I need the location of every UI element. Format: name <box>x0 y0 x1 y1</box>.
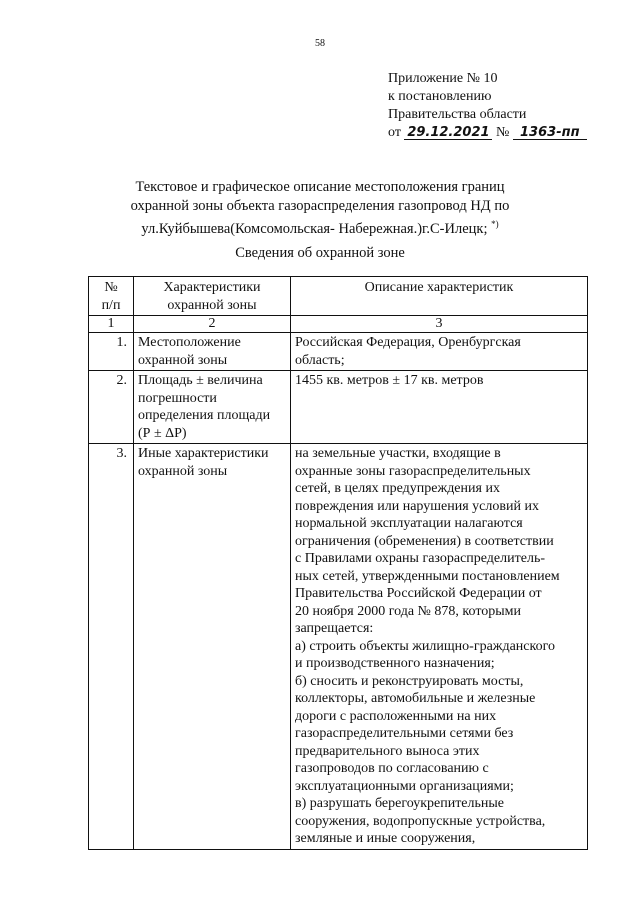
appendix-line-1: Приложение № 10 <box>388 71 498 86</box>
appendix-line-3: Правительства области <box>388 107 527 122</box>
column-number-row <box>89 316 588 333</box>
row-number: 3. <box>89 444 134 850</box>
header-characteristics <box>134 277 291 316</box>
desc-line: дороги с расположенными на них <box>295 708 497 724</box>
char-line: охранной зоны <box>138 463 228 479</box>
table-row <box>89 333 588 371</box>
desc-line: б) сносить и реконструировать мосты, <box>295 673 524 689</box>
header-num <box>89 277 134 316</box>
row-characteristic <box>134 444 291 850</box>
desc-line: на земельные участки, входящие в <box>295 446 501 461</box>
table-row <box>89 444 588 850</box>
desc-line: область; <box>295 352 345 368</box>
desc-line: ограничения (обременения) в соответствии <box>295 533 554 549</box>
char-line: погрешности <box>138 390 217 406</box>
document-title <box>100 178 540 238</box>
header-description: Описание характеристик <box>291 277 588 316</box>
row-number: 2. <box>89 371 134 444</box>
row-description <box>291 333 588 371</box>
char-line: определения площади <box>138 408 271 423</box>
desc-line: с Правилами охраны газораспределитель- <box>295 551 545 566</box>
desc-line: а) строить объекты жилищно-гражданского <box>295 638 555 654</box>
desc-line: в) разрушать берегоукрепительные <box>295 796 505 811</box>
from-label: от <box>388 125 401 140</box>
header-num-line-1: № <box>104 280 118 295</box>
column-number-3: 3 <box>291 316 588 333</box>
char-line: (Р ± ΔР) <box>138 425 187 441</box>
desc-line: 1455 кв. метров ± 17 кв. метров <box>295 373 484 388</box>
section-title: Сведения об охранной зоне <box>235 245 405 261</box>
char-line: Местоположение <box>138 335 241 350</box>
column-number-2: 2 <box>134 316 291 333</box>
header-char-line-1: Характеристики <box>163 280 261 295</box>
title-line-3-text: ул.Куйбышева(Комсомольская- Набережная.)г.С-Илецк; <box>141 220 488 237</box>
desc-line: охранные зоны газораспределительных <box>295 463 531 479</box>
desc-line: коллекторы, автомобильные и железные <box>295 691 536 706</box>
row-number: 1. <box>89 333 134 371</box>
desc-line: ных сетей, утвержденными постановлением <box>295 568 560 584</box>
title-line-3 <box>100 215 540 238</box>
table-header-row <box>89 277 588 316</box>
char-line: охранной зоны <box>138 352 228 368</box>
appendix-line-4 <box>388 124 587 142</box>
desc-line: эксплуатационными организациями; <box>295 778 514 794</box>
desc-line: земляные и иные сооружения, <box>295 831 476 846</box>
row-description <box>291 371 588 444</box>
desc-line: Правительства Российской Федерации от <box>295 586 542 601</box>
desc-line: и производственного назначения; <box>295 656 495 671</box>
desc-line: газопроводов по согласованию с <box>295 761 489 776</box>
header-num-line-2: п/п <box>101 297 121 313</box>
desc-line: нормальной эксплуатации налагаются <box>295 516 523 531</box>
char-line: Площадь ± величина <box>138 373 263 388</box>
title-line-1: Текстовое и графическое описание местоположения границ <box>135 179 505 195</box>
char-line: Иные характеристики <box>138 446 269 461</box>
page-number: 58 <box>315 38 325 49</box>
desc-line: повреждения или нарушения условий их <box>295 498 539 514</box>
row-characteristic <box>134 371 291 444</box>
protection-zone-table <box>88 276 588 850</box>
handwritten-number: 1363-пп <box>513 126 587 140</box>
desc-line: запрещается: <box>295 621 374 636</box>
row-description <box>291 444 588 850</box>
desc-line: 20 ноября 2000 года № 878, которыми <box>295 603 522 619</box>
table-row <box>89 371 588 444</box>
desc-line: Российская Федерация, Оренбургская <box>295 335 521 350</box>
handwritten-date: 29.12.2021 <box>404 126 492 140</box>
desc-line: сетей, в целях предупреждения их <box>295 481 500 496</box>
header-char-line-2: охранной зоны <box>167 297 257 313</box>
appendix-block <box>388 70 587 142</box>
footnote-mark: *) <box>491 219 499 229</box>
row-characteristic <box>134 333 291 371</box>
column-number-1: 1 <box>89 316 134 333</box>
desc-line: газораспределительными сетями без <box>295 726 514 741</box>
title-line-2: охранной зоны объекта газораспределения газопровод НД по <box>130 197 510 214</box>
number-label: № <box>495 125 510 140</box>
appendix-line-2: к постановлению <box>388 89 492 104</box>
desc-line: предварительного выноса этих <box>295 743 480 759</box>
desc-line: сооружения, водопропускные устройства, <box>295 813 546 829</box>
